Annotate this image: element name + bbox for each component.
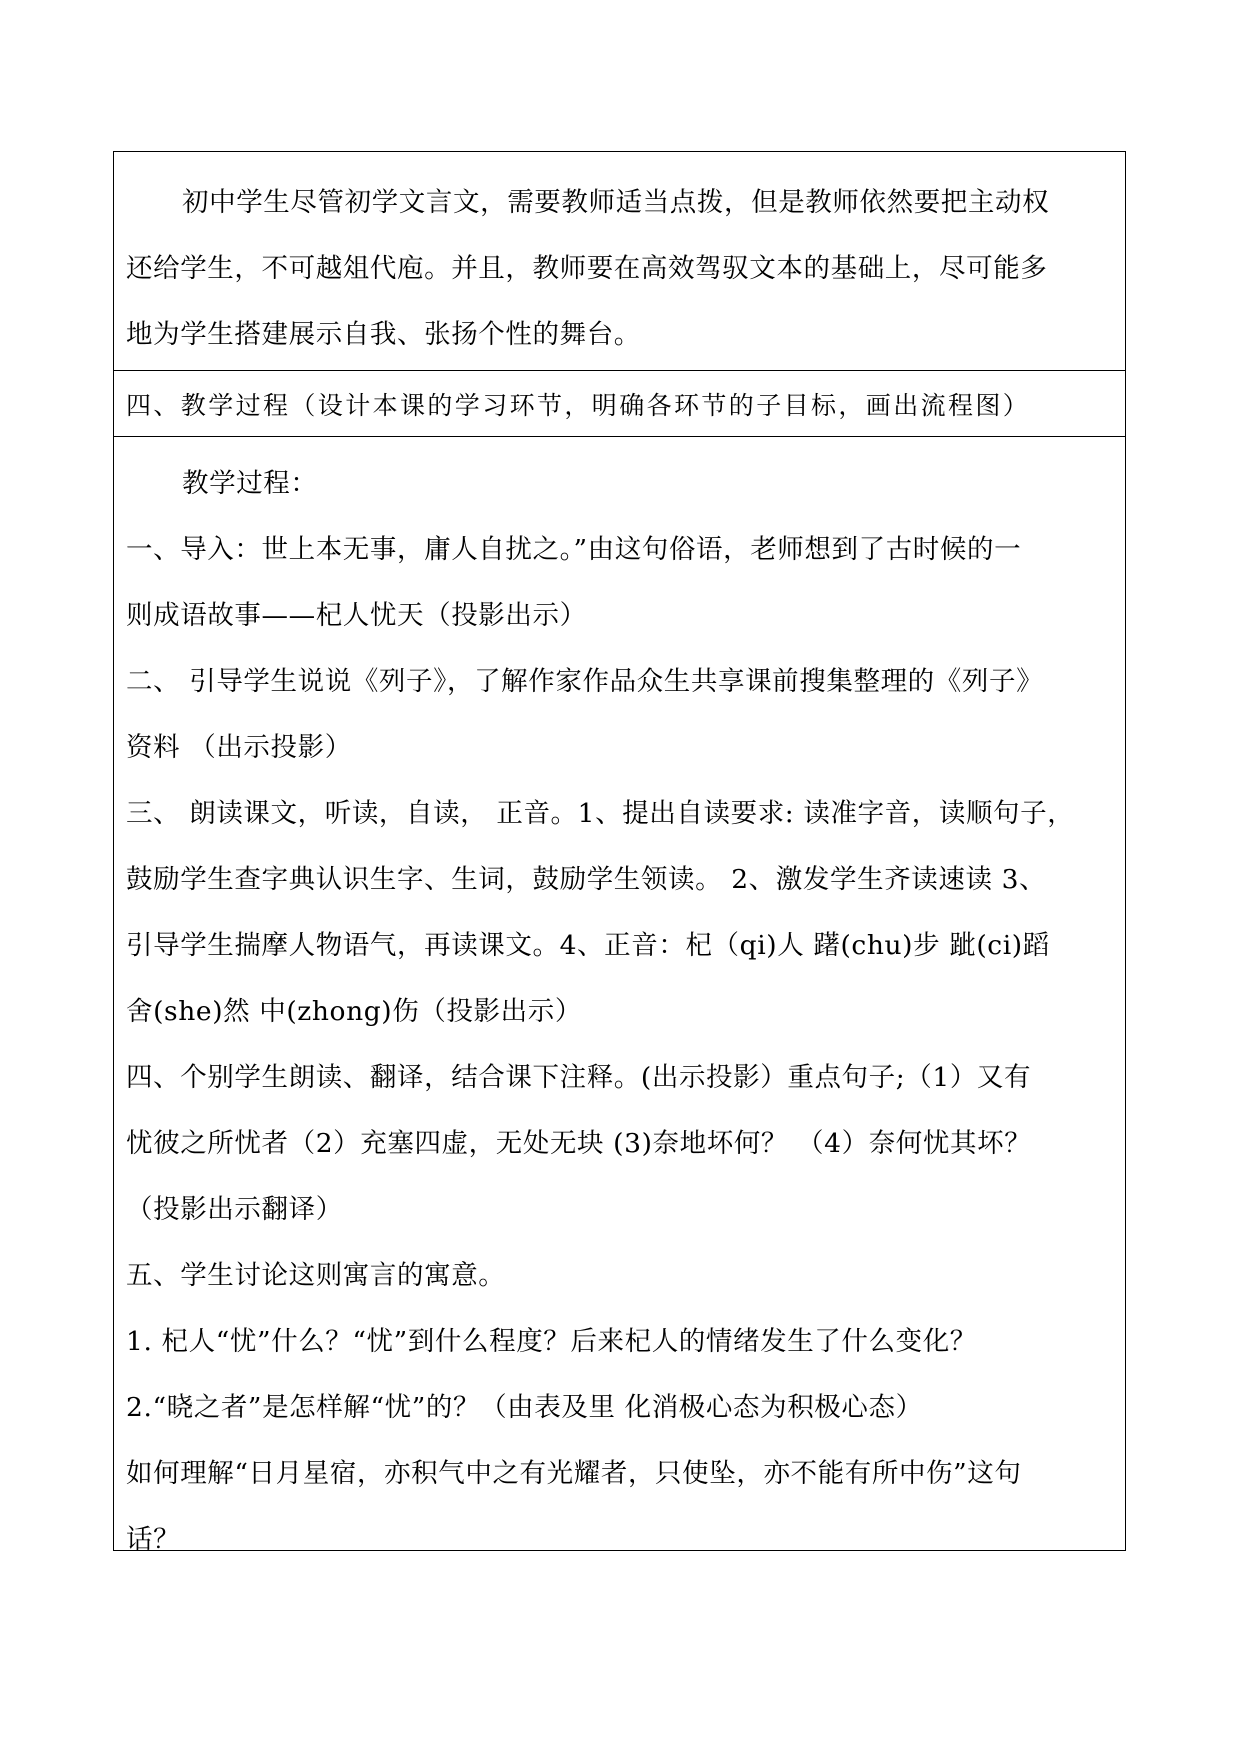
- teaching-process-cell: [114, 437, 1125, 1555]
- section-heading-cell: [114, 371, 1125, 437]
- paragraph-line: 地为学生搭建展示自我、张扬个性的舞台。: [126, 319, 641, 350]
- process-line: （投影出示翻译）: [126, 1194, 343, 1225]
- process-line: 四、个别学生朗读、翻译，结合课下注释。(出示投影）重点句子;（1）又有: [126, 1062, 1032, 1093]
- paragraph-line: 还给学生，不可越俎代庖。并且，教师要在高效驾驭文本的基础上，尽可能多: [126, 253, 1048, 284]
- process-line: 五、学生讨论这则寓言的寓意。: [126, 1260, 506, 1291]
- process-line: 舍(she)然 中(zhong)伤（投影出示）: [126, 996, 582, 1027]
- process-title: 教学过程：: [182, 468, 318, 499]
- process-line: 忧彼之所忧者（2）充塞四虚，无处无块 (3)奈地坏何？ （4）奈何忧其坏？: [126, 1128, 1032, 1159]
- lesson-plan-table: [113, 151, 1126, 1555]
- teaching-philosophy-cell: [114, 152, 1125, 371]
- process-line: 1. 杞人“忧”什么？“忧”到什么程度？后来杞人的情绪发生了什么变化？: [126, 1326, 977, 1357]
- process-line: 话？: [126, 1524, 181, 1555]
- process-line: 三、 朗读课文，听读，自读， 正音。1、提出自读要求: 读准字音，读顺句子，: [126, 798, 1075, 829]
- process-line: 2.“晓之者”是怎样解“忧”的？（由表及里 化消极心态为积极心态）: [126, 1392, 923, 1423]
- process-line: 则成语故事——杞人忧天（投影出示）: [126, 600, 587, 631]
- process-line: 如何理解“日月星宿，亦积气中之有光耀者，只使坠，亦不能有所中伤”这句: [126, 1458, 1022, 1489]
- process-line: 一、导入：世上本无事，庸人自扰之。”由这句俗语，老师想到了古时候的一: [126, 534, 1022, 565]
- process-line: 二、 引导学生说说《列子》，了解作家作品众生共享课前搜集整理的《列子》: [126, 666, 1044, 697]
- process-line: 鼓励学生查字典认识生字、生词，鼓励学生领读。 2、激发学生齐读速读 3、: [126, 864, 1047, 895]
- process-line: 资料 （出示投影）: [126, 732, 352, 763]
- paragraph-line: 初中学生尽管初学文言文，需要教师适当点拨，但是教师依然要把主动权: [182, 187, 1050, 218]
- section-heading: 四、教学过程（设计本课的学习环节，明确各环节的子目标，画出流程图）: [126, 390, 1031, 420]
- process-line: 引导学生揣摩人物语气，再读课文。4、正音：杞（qi)人 躇(chu)步 跐(ci)蹈: [126, 930, 1050, 961]
